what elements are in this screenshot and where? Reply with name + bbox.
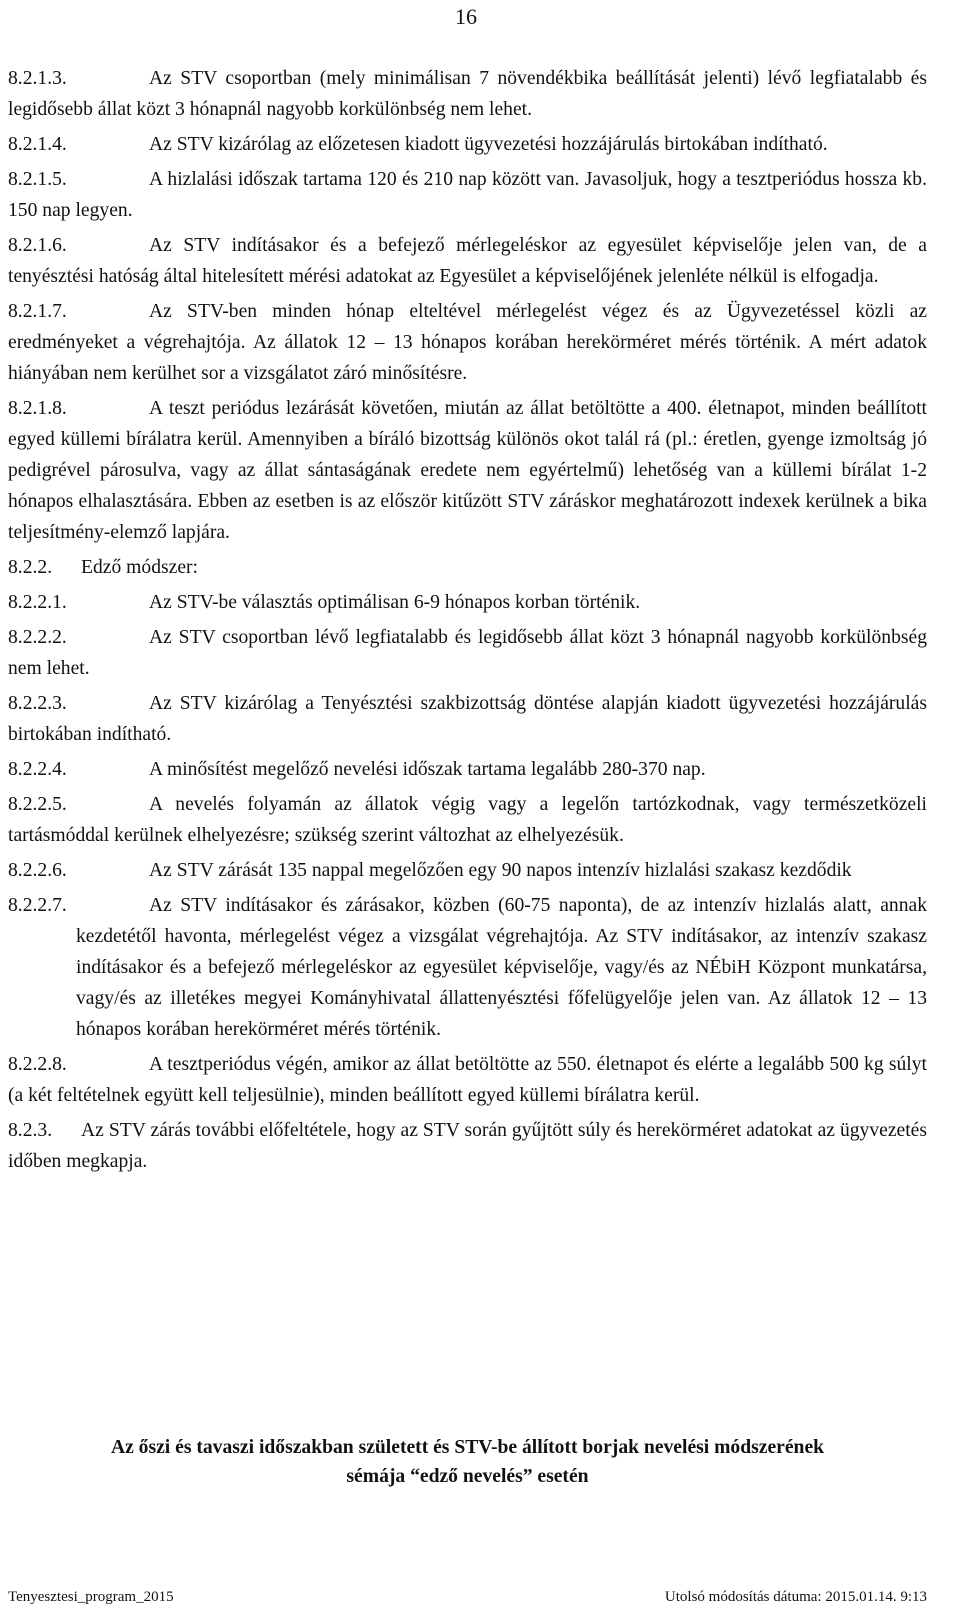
paragraph-number: 8.2.2.4. <box>8 759 67 780</box>
paragraph <box>8 1115 927 1177</box>
paragraph-number: 8.2.2. <box>8 557 53 578</box>
section-title-line-1: Az őszi és tavaszi időszakban született és STV-be állított borjak nevelési módszerének <box>110 1437 825 1458</box>
paragraph-number: 8.2.1.8. <box>8 398 67 419</box>
footer-filename: Tenyesztesi_program_2015 <box>8 1589 174 1605</box>
paragraph-number: 8.2.2.8. <box>8 1054 67 1075</box>
paragraph <box>8 688 927 750</box>
paragraph-text: A tesztperiódus végén, amikor az állat betöltötte az 550. életnapot és elérte a legalább 500 kg súlyt (a két feltételnek együtt kell teljesülnie), minden beállított egyed küllemi bírálatra kerül. <box>8 1054 927 1106</box>
paragraph <box>8 622 927 684</box>
paragraph-text: A hizlalási időszak tartama 120 és 210 nap között van. Javasoljuk, hogy a tesztperiódus hossza kb. 150 nap legyen. <box>8 169 927 221</box>
paragraph <box>8 855 927 886</box>
paragraph-number: 8.2.2.2. <box>8 627 67 648</box>
paragraph-number: 8.2.1.4. <box>8 134 67 155</box>
paragraph-number: 8.2.2.5. <box>8 794 67 815</box>
section-title <box>8 1433 927 1491</box>
paragraph-number: 8.2.2.3. <box>8 693 67 714</box>
paragraph-text: A teszt periódus lezárását követően, miután az állat betöltötte a 400. életnapot, minden beállított egyed küllemi bírálatra kerül. Amennyiben a bíráló bizottság különös okot talál rá (pl.: éretlen, gyenge izmoltság jó pedigrével párosulva, vagy az állat sántaságának eredete nem egyértelmű) lehetőség van a küllemi bírálat 1-2 hónapos elhalasztására. Ebben az esetben is az először kitűzött STV záráskor meghatározott indexek kerülnek a bika teljesítmény-elemző lapjára. <box>8 398 927 543</box>
section-title-line-2: sémája “edző nevelés” esetén <box>346 1466 589 1487</box>
paragraph-number: 8.2.1.5. <box>8 169 67 190</box>
paragraph-number: 8.2.1.7. <box>8 301 67 322</box>
paragraph-number: 8.2.2.7. <box>8 895 67 916</box>
paragraph <box>8 754 927 785</box>
paragraph-number: 8.2.2.6. <box>8 860 67 881</box>
paragraph-number: 8.2.1.3. <box>8 68 67 89</box>
document-body <box>8 63 927 1181</box>
paragraph-text: Az STV indításakor és a befejező mérlegeléskor az egyesület képviselője jelen van, de a tenyésztési hatóság által hitelesített mérési adatokat az Egyesület a képviselőjének jelenléte nélkül is elfogadja. <box>8 235 927 287</box>
footer-modified-date: Utolsó módosítás dátuma: 2015.01.14. 9:13 <box>664 1589 927 1605</box>
paragraph-text: Az STV-be választás optimálisan 6-9 hónapos korban történik. <box>149 592 641 613</box>
paragraph-text: Az STV csoportban lévő legfiatalabb és legidősebb állat közt 3 hónapnál nagyobb korkülönbség nem lehet. <box>8 627 927 679</box>
paragraph-number: 8.2.3. <box>8 1120 53 1141</box>
paragraph-number: 8.2.2.1. <box>8 592 67 613</box>
paragraph <box>8 63 927 125</box>
page-number: 16 <box>455 4 477 29</box>
paragraph <box>8 393 927 548</box>
paragraph-text: Edző módszer: <box>81 557 198 578</box>
paragraph-text: Az STV kizárólag az előzetesen kiadott ügyvezetési hozzájárulás birtokában indítható. <box>149 134 828 155</box>
paragraph <box>8 587 927 618</box>
paragraph-text: A minősítést megelőző nevelési időszak tartama legalább 280-370 nap. <box>149 759 706 780</box>
paragraph <box>8 129 927 160</box>
paragraph-text: Az STV indításakor és zárásakor, közben (60-75 naponta), de az intenzív hizlalás alatt, annak kezdetétől havonta, mérlegelést végez a vizsgálat végrehajtója. Az STV indításakor, az intenzív szakasz indításakor és a befejező mérlegeléskor az egyesület képviselője, vagy/és az NÉbiH Központ munkatársa, vagy/és az illetékes megyei Kományhivatal állattenyésztési főfelügyelője jelen van. Az állatok 12 – 13 hónapos korában herekörméret mérés történik. <box>76 895 927 1040</box>
paragraph <box>8 552 927 583</box>
paragraph <box>8 1049 927 1111</box>
paragraph <box>8 296 927 389</box>
paragraph-number: 8.2.1.6. <box>8 235 67 256</box>
paragraph-text: A nevelés folyamán az állatok végig vagy a legelőn tartózkodnak, vagy természetközeli tartásmóddal kerülnek elhelyezésre; szükség szerint változhat az elhelyezésük. <box>8 794 927 846</box>
paragraph-text: Az STV kizárólag a Tenyésztési szakbizottság döntése alapján kiadott ügyvezetési hozzájárulás birtokában indítható. <box>8 693 927 745</box>
paragraph <box>8 890 927 1045</box>
paragraph-text: Az STV csoportban (mely minimálisan 7 növendékbika beállítását jelenti) lévő legfiatalabb és legidősebb állat közt 3 hónapnál nagyobb korkülönbség nem lehet. <box>8 68 927 120</box>
paragraph <box>8 164 927 226</box>
paragraph <box>8 230 927 292</box>
paragraph-text: Az STV zárás további előfeltétele, hogy az STV során gyűjtött súly és herekörméret adatokat az ügyvezetés időben megkapja. <box>8 1120 927 1172</box>
paragraph-text: Az STV zárását 135 nappal megelőzően egy 90 napos intenzív hizlalási szakasz kezdődik <box>149 860 852 881</box>
paragraph <box>8 789 927 851</box>
paragraph-text: Az STV-ben minden hónap elteltével mérlegelést végez és az Ügyvezetéssel közli az eredményeket a végrehajtója. Az állatok 12 – 13 hónapos korában herekörméret mérés történik. A mért adatok hiányában nem kerülhet sor a vizsgálatot záró minősítésre. <box>8 301 927 384</box>
